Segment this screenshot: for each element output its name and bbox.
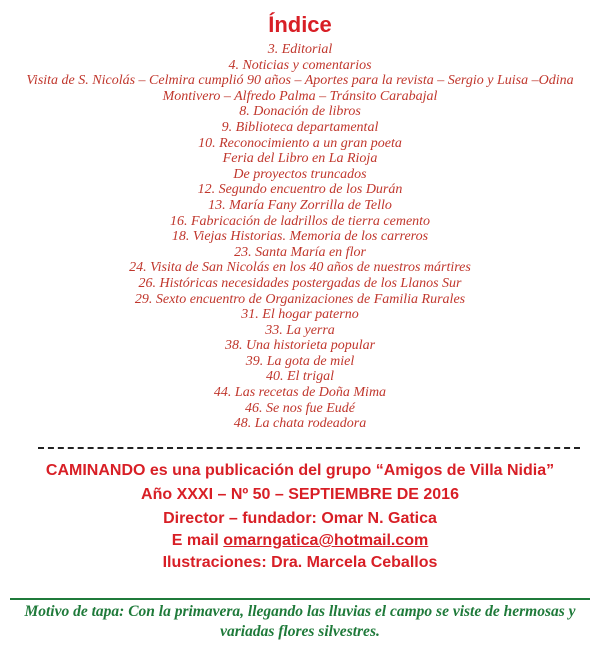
toc-item: 3. Editorial [267,42,333,57]
toc-item: 4. Noticias y comentarios [228,57,372,73]
toc-item: De proyectos truncados [233,166,367,182]
index-title: Índice [268,12,332,37]
toc-item: 40. El trigal [265,369,335,385]
green-divider [10,598,590,600]
toc-item: 38. Una historieta popular [224,338,376,354]
toc-item: 8. Donación de libros [239,104,361,120]
toc-item: 48. La chata rodeadora [233,416,367,432]
toc-item: Visita de S. Nicolás – Celmira cumplió 90 años – Aportes para la revista – Sergio y Luisa –Odina Montivero – Alfredo Palma – Tránsito Carabajal [26,73,574,104]
toc-item: 44. Las recetas de Doña Mima [213,385,387,401]
toc-item: 12. Segundo encuentro de los Durán [197,182,403,198]
toc-item: 46. Se nos fue Eudé [244,400,356,416]
cover-caption: Motivo de tapa: Con la primavera, llegando las lluvias el campo se viste de hermosas y variadas flores silvestres. [24,603,576,640]
toc-item: 18. Viejas Historias. Memoria de los carreros [171,229,429,245]
toc-item: 10. Reconocimiento a un gran poeta [198,135,402,151]
toc-item: 13. María Fany Zorrilla de Tello [208,197,392,213]
toc-item: Feria del Libro en La Rioja [222,151,378,167]
toc-item: 29. Sexto encuentro de Organizaciones de Familia Rurales [134,291,466,307]
email-label: E mail [171,532,224,549]
toc-item: 16. Fabricación de ladrillos de tierra cemento [169,213,431,229]
email-line [20,530,580,552]
toc-item: 23. Santa María en flor [234,244,366,260]
toc-item: 24. Visita de San Nicolás en los 40 años de nuestros mártires [129,260,471,276]
publication-statement: CAMINANDO es una publicación del grupo “Amigos de Villa Nidia” [45,462,555,479]
illustrations-line: Ilustraciones: Dra. Marcela Ceballos [162,554,438,571]
toc-item: 9. Biblioteca departamental [221,119,379,135]
dashed-divider [38,447,580,449]
publication-info [20,460,580,574]
email-link[interactable]: omarngatica@hotmail.com [223,532,429,549]
toc-item: 33. La yerra [265,322,335,338]
toc-item: 31. El hogar paterno [241,307,359,323]
director-line: Director – fundador: Omar N. Gatica [163,510,437,527]
table-of-contents [10,42,590,432]
toc-item: 39. La gota de miel [245,353,355,369]
issue-line: Año XXXI – Nº 50 – SEPTIEMBRE DE 2016 [141,486,459,503]
toc-item: 26. Históricas necesidades postergadas de los Llanos Sur [138,275,462,291]
